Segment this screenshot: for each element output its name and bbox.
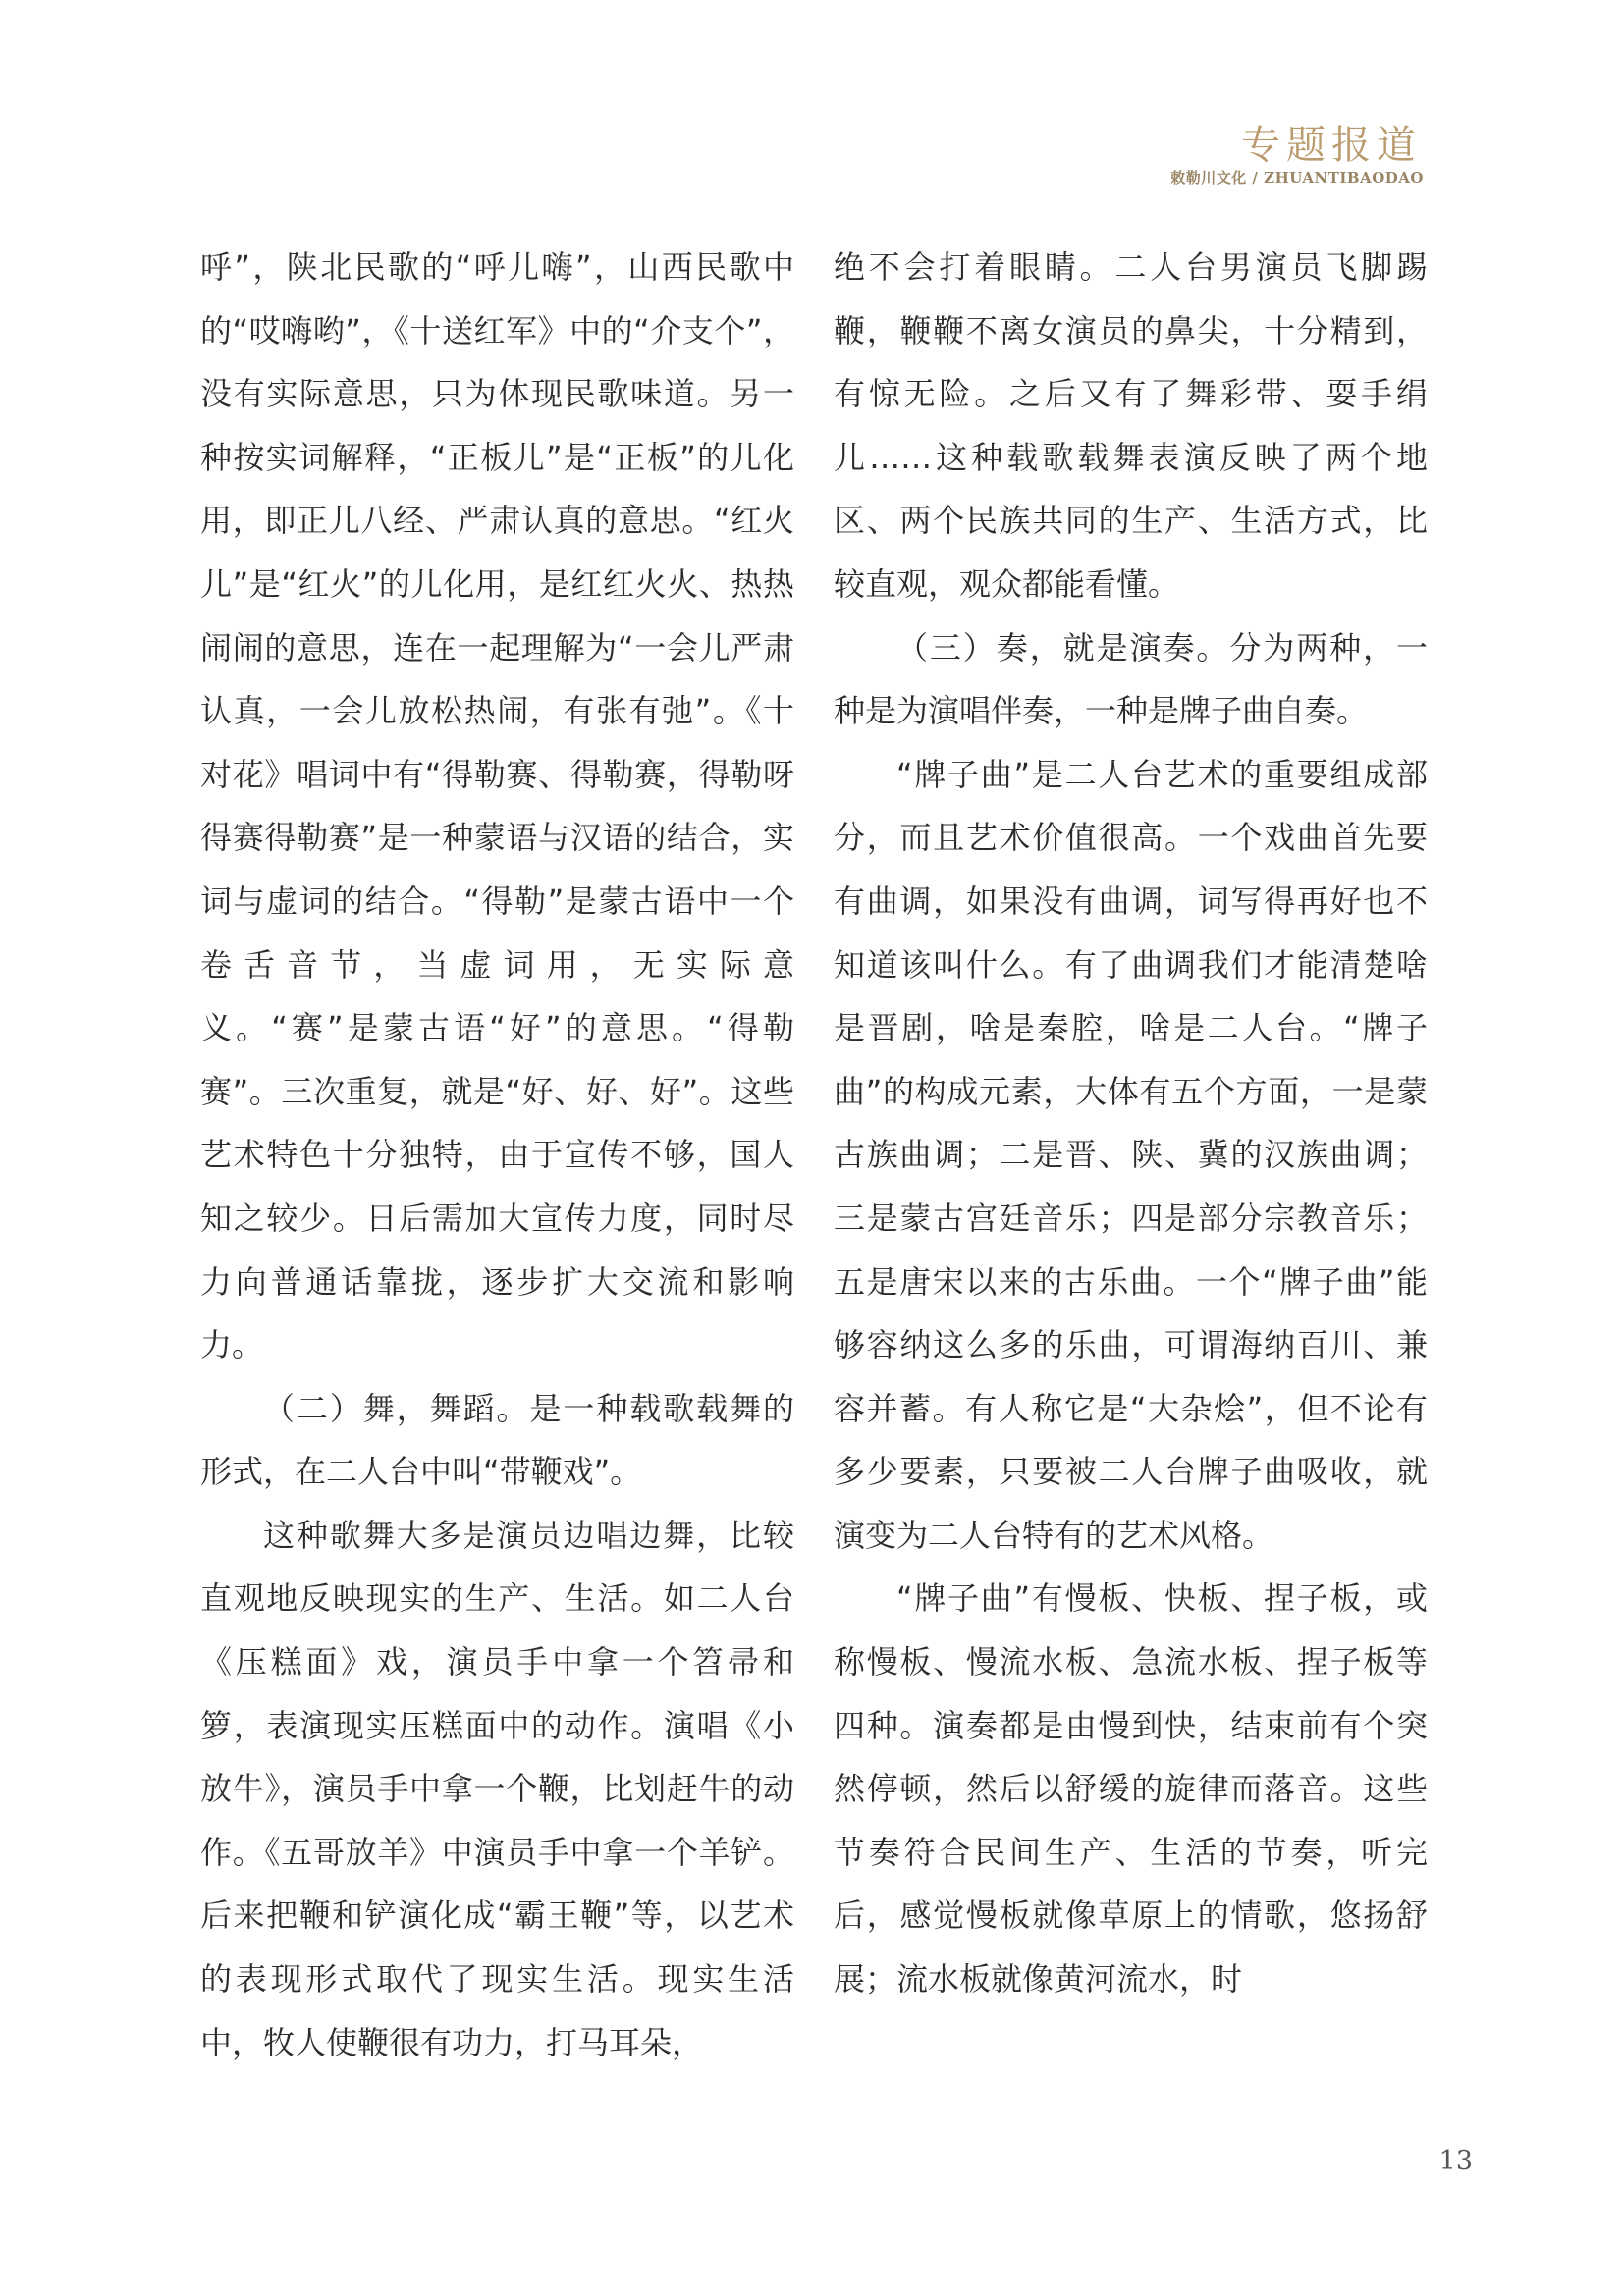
paragraph: 绝不会打着眼睛。二人台男演员飞脚踢鞭，鞭鞭不离女演员的鼻尖，十分精到，有惊无险。之后又有了舞彩带、耍手绢儿……这种载歌载舞表演反映了两个地区、两个民族共同的生产、生活方式，比较直观，观众都能看懂。: [834, 248, 1428, 603]
paragraph: “牌子曲”有慢板、快板、捏子板，或称慢板、慢流水板、急流水板、捏子板等四种。演奏都是由慢到快，结束前有个突然停顿，然后以舒缓的旋律而落音。这些节奏符合民间生产、生活的节奏，听完后，感觉慢板就像草原上的情歌，悠扬舒展；流水板就像黄河流水，时: [834, 1579, 1428, 1999]
paragraph: 这种歌舞大多是演员边唱边舞，比较直观地反映现实的生产、生活。如二人台《压糕面》戏，演员手中拿一个笤帚和箩，表演现实压糕面中的动作。演唱《小放牛》，演员手中拿一个鞭，比划赶牛的动作。《五哥放羊》中演员手中拿一个羊铲。后来把鞭和铲演化成“霸王鞭”等，以艺术的表现形式取代了现实生活。现实生活中，牧人使鞭很有功力，打马耳朵，: [200, 1516, 794, 2061]
paragraph: 呼”，陕北民歌的“呼儿嗨”，山西民歌中的“哎嗨哟”，《十送红军》中的“介支个”，没有实际意思，只为体现民歌味道。另一种按实词解释，“正板儿”是“正板”的儿化用，即正儿八经、严肃认真的意思。“红火儿”是“红火”的儿化用，是红红火火、热热闹闹的意思，连在一起理解为“一会儿严肃认真，一会儿放松热闹，有张有弛”。《十对花》唱词中有“得勒赛、得勒赛，得勒呀得赛得勒赛”是一种蒙语与汉语的结合，实词与虚词的结合。“得勒”是蒙古语中一个卷舌音节，当虚词用，无实际意义。“赛”是蒙古语“好”的意思。“得勒赛”。三次重复，就是“好、好、好”。这些艺术特色十分独特，由于宣传不够，国人知之较少。日后需加大宣传力度，同时尽力向普通话靠拢，逐步扩大交流和影响力。: [200, 248, 794, 1364]
right-column: [834, 236, 1428, 2011]
section-title: 专题报道: [1241, 123, 1422, 168]
paragraph: （三）奏，就是演奏。分为两种，一种是为演唱伴奏，一种是牌子曲自奏。: [834, 628, 1428, 730]
left-column: [200, 236, 794, 2074]
paragraph: “牌子曲”是二人台艺术的重要组成部分，而且艺术价值很高。一个戏曲首先要有曲调，如果没有曲调，词写得再好也不知道该叫什么。有了曲调我们才能清楚啥是晋剧，啥是秦腔，啥是二人台。“牌子曲”的构成元素，大体有五个方面，一是蒙古族曲调；二是晋、陕、冀的汉族曲调；三是蒙古宫廷音乐；四是部分宗教音乐；五是唐宋以来的古乐曲。一个“牌子曲”能够容纳这么多的乐曲，可谓海纳百川、兼容并蓄。有人称它是“大杂烩”，但不论有多少要素，只要被二人台牌子曲吸收，就演变为二人台特有的艺术风格。: [834, 755, 1428, 1554]
section-subtitle: 敕勒川文化 / ZHUANTIBAODAO: [1170, 169, 1424, 187]
paragraph: （二）舞，舞蹈。是一种载歌载舞的形式，在二人台中叫“带鞭戏”。: [200, 1389, 794, 1491]
page-number: 13: [1438, 2146, 1473, 2176]
